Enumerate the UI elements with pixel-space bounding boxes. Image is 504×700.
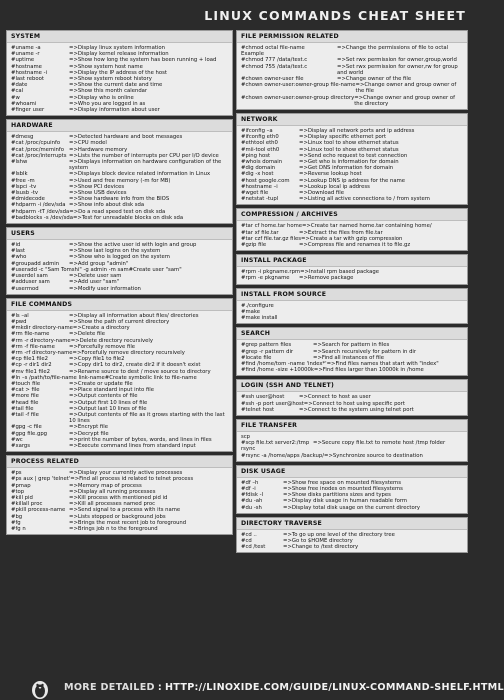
section-heading: USERS <box>7 228 232 240</box>
section-install <box>236 254 468 284</box>
section-heading: INSTALL PACKAGE <box>237 255 467 267</box>
command-text: #ifconfig eth0 <box>241 134 279 141</box>
command-text: #cat /proc/interrupts <box>11 152 67 159</box>
command-list <box>7 43 232 115</box>
command-text: #mv file1 file2 <box>11 368 50 375</box>
command-text: #chown owner-user:owner-group directory <box>241 94 355 101</box>
command-text: #du -ah <box>241 498 263 505</box>
command-description: =>Display your currently active processes <box>69 470 183 477</box>
command-text: #cat /proc/cpuinfo <box>11 140 61 147</box>
section-source <box>236 288 468 325</box>
command-description: =>Displays block device related information in Linux <box>69 171 211 178</box>
command-description: =>Show free inodes on mounted filesystems <box>283 485 403 492</box>
command-text: #adduser sam <box>11 279 50 286</box>
command-text: #rm -rf directory-name <box>11 349 73 356</box>
command-description: =>Get who is information for domain <box>299 159 399 166</box>
command-text: #gpg file.gpg <box>11 430 48 437</box>
section-system <box>6 30 233 116</box>
command-text: #make install <box>241 315 278 322</box>
command-row <box>11 107 228 113</box>
command-text: #ethtool eth0 <box>241 140 278 147</box>
command-text: #free -m <box>11 177 35 184</box>
command-description: =>Find all instances of file <box>313 354 385 361</box>
command-description: =>Download file <box>299 190 344 197</box>
penguin-icon <box>26 677 54 699</box>
command-text: #tail -f file <box>11 411 39 418</box>
command-text: #kill pid <box>11 494 33 501</box>
command-text: #chmod 755 /data/test.c <box>241 63 308 70</box>
command-row <box>241 367 463 373</box>
command-row <box>241 242 463 248</box>
command-description: =>Output contents of file <box>69 393 138 400</box>
command-description: =>Show hardware info from the BIOS <box>69 196 170 203</box>
command-text: #cp -r dir1 dir2 <box>11 362 52 369</box>
section-heading: LOGIN (SSH AND TELNET) <box>237 380 467 392</box>
command-description: =>Delete file <box>69 331 106 338</box>
command-description: =>Detected hardware and boot messages <box>69 134 183 141</box>
command-text: #lsblk <box>11 171 28 178</box>
command-text: #top <box>11 488 25 495</box>
command-description: =>Change owner of the file <box>337 76 412 83</box>
command-text: #date <box>11 82 28 89</box>
command-text: #touch file <box>11 380 41 387</box>
command-description: =>Lookup local ip address <box>299 183 370 190</box>
command-text: #uname -r <box>11 51 40 58</box>
command-text: #gzip file <box>241 242 267 249</box>
command-description: =>Connect to host as user <box>299 394 371 401</box>
command-text: #cal <box>11 88 24 95</box>
command-text: #dig domain <box>241 165 276 172</box>
command-text: #cd /test <box>241 544 266 551</box>
command-description: =>Used and free memory (-m for MB) <box>69 177 171 184</box>
section-disk <box>236 465 468 514</box>
command-text: #rsync -a /home/apps /backup/ <box>241 452 325 459</box>
command-text: #w <box>11 94 20 101</box>
command-text: #host google.com <box>241 177 290 184</box>
command-text: #rm -r directory-name <box>11 337 71 344</box>
command-description: =>Decrypt file <box>69 430 109 437</box>
command-text: #hostname –i <box>241 183 278 190</box>
command-description: =>Extract the files from file.tar <box>299 229 383 236</box>
command-row <box>11 159 228 171</box>
command-list <box>7 468 232 534</box>
footer-url-link[interactable]: HTTP://LINOXIDE.COM/GUIDE/LINUX-COMMAND-SHELF.HTML <box>164 682 504 693</box>
section-login <box>236 379 468 416</box>
command-description: =>Compress file and renames it to file.gz <box>299 242 411 249</box>
command-description: =>Show who is logged on the system <box>69 254 170 261</box>
command-description: =>Forcefully remove directory recursively <box>72 349 185 356</box>
command-description: =>Remove package <box>299 275 354 282</box>
command-text: #tar xf file.tar <box>241 229 279 236</box>
command-row <box>11 443 228 449</box>
command-description: =>Show info about disk sda <box>69 202 145 209</box>
command-description: =>Find all process id related to telnet process <box>70 476 194 483</box>
command-text: #cp file1 file2 <box>11 356 48 363</box>
command-description: =>Delete user sam <box>69 273 122 280</box>
command-text: #fg n <box>11 526 26 532</box>
command-description: =>Copy dir1 to dir2, create dir2 if it doesn't exist <box>69 362 201 369</box>
command-description: =>Modify user information <box>69 285 141 292</box>
command-description: =>Show free space on mounted filesystems <box>283 479 401 486</box>
section-search <box>236 327 468 376</box>
command-text: #ps aux | grep 'telnet' <box>11 476 71 483</box>
command-description: =>Show last logins on the system <box>69 248 161 255</box>
right-column <box>236 30 468 556</box>
command-description: =>Show USB devices <box>69 190 127 197</box>
command-text: Example <box>241 51 264 58</box>
command-text: #chown owner-user file <box>241 76 304 83</box>
command-description: =>Find files names that start with "index" <box>326 360 439 367</box>
command-description: =>Secure copy file.txt to remote host /tmp folder <box>313 440 446 447</box>
command-list <box>237 432 467 461</box>
command-row <box>11 526 228 532</box>
command-description: =>Forcefully remove file <box>69 343 136 350</box>
command-description: =>Create a tar with gzip compression <box>300 235 403 242</box>
command-text: #mkdir directory-name <box>11 325 73 332</box>
command-row <box>241 275 463 281</box>
command-text: #pmap <box>11 482 31 489</box>
command-description: =>Connect to the system using telnet port <box>299 406 414 413</box>
section-heading: FILE TRANSFER <box>237 420 467 432</box>
command-text: #last <box>11 248 25 255</box>
command-text: #ping host <box>241 152 271 159</box>
section-file <box>6 298 233 452</box>
command-text: #cat > file <box>11 387 40 394</box>
page-title: LINUX COMMANDS CHEAT SHEET <box>204 8 466 23</box>
command-description: =>Add group "admin" <box>69 260 129 267</box>
command-description: #Create symbolic link to file-name <box>104 374 197 381</box>
section-heading: DISK USAGE <box>237 466 467 478</box>
command-list <box>237 221 467 250</box>
command-text: #cat /proc/meminfo <box>11 146 65 153</box>
command-text: #fg <box>11 519 21 526</box>
command-description: =>Show the active user id with login and group <box>69 242 197 249</box>
command-description: =>Show system host name <box>69 63 143 70</box>
command-description: =>Go to $HOME directory <box>283 537 353 544</box>
command-description: #Create user "sam" <box>128 266 182 273</box>
command-text: #bg <box>11 513 23 520</box>
command-text: #telnet host <box>241 406 275 413</box>
command-description: =>Search recursively for pattern in dir <box>313 348 417 355</box>
left-column <box>6 30 233 538</box>
command-description: =>Show PCI devices <box>69 183 125 190</box>
command-text: #wc <box>11 436 23 443</box>
command-description: =>Send signal to a process with its name <box>69 507 181 514</box>
command-text: #ls –al <box>11 312 29 319</box>
command-description: =>Kill process with mentioned pid id <box>69 494 168 501</box>
command-text: #df –h <box>241 479 259 486</box>
command-description: =>Brings job n to the foreground <box>69 526 158 532</box>
command-text: #chmod octal file-name <box>241 45 305 51</box>
command-text: #more file <box>11 393 39 400</box>
command-text: #df -i <box>241 485 256 492</box>
command-description: =>Find files larger than 10000k in /home <box>313 367 424 374</box>
command-text: #rm file-name <box>11 331 50 338</box>
command-description: =>print the number of bytes, words, and lines in files <box>69 436 212 443</box>
command-text: #ln –s /path/to/file-name link-name <box>11 374 105 381</box>
command-description: =>Set rwx permission for owner,rw for group and world <box>337 63 460 76</box>
command-text: #head file <box>11 399 39 406</box>
command-description: =>Output first 10 lines of file <box>69 399 148 406</box>
command-text: #killall proc <box>11 501 43 508</box>
section-process <box>6 455 233 535</box>
footer-label: MORE DETAILED <box>64 682 155 693</box>
command-text: #chmod 777 /data/test.c <box>241 57 308 64</box>
command-description: =>Create tar named home.tar containing home/ <box>301 223 432 230</box>
section-hardware <box>6 119 233 224</box>
command-description: =>Display kernel release information <box>69 51 169 58</box>
command-text: #make <box>241 308 260 315</box>
command-description: =>Display all running processes <box>69 488 156 495</box>
section-users <box>6 227 233 295</box>
command-text: #dmesg <box>11 134 34 141</box>
command-description: =>Lists the number of interrupts per CPU per I/O device <box>69 152 219 159</box>
section-perm <box>236 30 468 110</box>
command-description: =>Show this month calendar <box>69 88 148 95</box>
command-text: #cd <box>241 537 252 544</box>
command-row <box>241 196 463 202</box>
command-description: =>Lists stopped or background jobs <box>69 513 166 520</box>
command-description: =>CPU model <box>69 140 107 147</box>
command-row <box>241 82 463 94</box>
command-description: =>Hardware memory <box>69 146 128 153</box>
command-text: #hostname <box>11 63 42 70</box>
command-description: =>Display information about user <box>69 107 160 114</box>
command-row <box>11 412 228 424</box>
command-text: #grep -r pattern dir <box>241 348 294 355</box>
command-text: #ssh user@host <box>241 394 285 401</box>
command-description: =>Show disks partitions sizes and types <box>283 492 391 499</box>
command-description: =>Show the current date and time <box>69 82 163 89</box>
command-text: #lsusb -tv <box>11 190 38 197</box>
command-list <box>237 267 467 283</box>
command-row <box>11 286 228 292</box>
command-description: =>Create a directory <box>72 325 130 332</box>
command-description: =>Show the path of current directory <box>69 318 170 325</box>
command-text: #tar czf file.tar.gz files <box>241 235 301 242</box>
command-description: =>Display all network ports and ip address <box>299 128 415 135</box>
command-text: #cd .. <box>241 531 257 538</box>
command-description: =>Test for unreadable blocks on disk sda <box>72 214 184 221</box>
command-description: =>Kill all processes named proc <box>69 501 156 508</box>
command-description: =>Lookup DNS ip address for the name <box>299 177 405 184</box>
command-description: =>Display all information about files/ directories <box>69 312 199 319</box>
command-text: #finger user <box>11 107 45 114</box>
command-text: #tail file <box>11 405 34 412</box>
command-text: #locate file <box>241 354 272 361</box>
command-text: #tar cf home.tar home <box>241 223 302 230</box>
command-text: #usermod <box>11 285 39 292</box>
footer-bar <box>0 674 504 700</box>
command-row <box>241 505 463 511</box>
command-description: =>Output contents of file as it grows starting with the last 10 lines <box>69 411 227 425</box>
command-description: =>Encrypt file <box>69 424 108 431</box>
command-description <box>352 315 463 321</box>
command-list <box>237 301 467 324</box>
command-row <box>241 453 463 459</box>
command-text: #fdisk -l <box>241 492 264 499</box>
command-description: =>Linux tool to show ethernet status <box>299 140 399 147</box>
command-text: #uname -a <box>11 45 41 51</box>
command-text: #uptime <box>11 57 35 64</box>
command-description: =>Change to /test directory <box>283 544 359 551</box>
command-text: #id <box>11 242 21 249</box>
command-text: #xargs <box>11 442 31 449</box>
command-list <box>237 340 467 375</box>
section-heading: DIRECTORY TRAVERSE <box>237 518 467 530</box>
command-row <box>241 95 463 107</box>
section-heading: HARDWARE <box>7 120 232 132</box>
command-text: #find /home -size +10000k <box>241 367 314 374</box>
section-dir <box>236 517 468 554</box>
command-description: =>Reverse lookup host <box>299 171 362 178</box>
command-description: =>Change owner and group owner of the directory <box>354 94 457 107</box>
command-description: =>Display disk usage in human readable form <box>283 498 408 505</box>
command-text: #userdel sam <box>11 273 48 280</box>
command-description: =>Show system reboot history <box>69 76 152 83</box>
command-row <box>241 544 463 550</box>
section-heading: FILE PERMISSION RELATED <box>237 31 467 43</box>
section-transfer <box>236 419 468 462</box>
section-heading: PROCESS RELATED <box>7 456 232 468</box>
command-text: #dig -x host <box>241 171 274 178</box>
command-text: #ssh -p port user@host <box>241 400 304 407</box>
command-description: =>Copy file1 to file2 <box>69 356 125 363</box>
command-text: #scp file.txt server2:/tmp <box>241 440 310 447</box>
command-text: #hdparm -i /dev/sda <box>11 202 66 209</box>
section-heading: SYSTEM <box>7 31 232 43</box>
command-text: #hdparm -tT /dev/sda <box>11 208 70 215</box>
command-text: #grep pattern files <box>241 342 292 349</box>
command-description: =>Display linux system information <box>69 45 165 51</box>
command-text: #./configure <box>241 302 274 309</box>
command-list <box>7 240 232 294</box>
command-text: #rpm -e pkgname <box>241 275 290 282</box>
command-description: =>Memory map of process <box>69 482 142 489</box>
command-description: =>Display the IP address of the host <box>69 69 167 76</box>
command-description: =>Listing all active connections to / from system <box>299 196 430 203</box>
command-text: #du -sh <box>241 504 262 511</box>
command-text: #last reboot <box>11 76 44 83</box>
command-list <box>7 132 232 223</box>
section-heading: FILE COMMANDS <box>7 299 232 311</box>
command-description: =>Connect to host using specific port <box>303 400 405 407</box>
command-list <box>237 478 467 513</box>
command-description: =>Who you are logged in as <box>69 100 146 107</box>
command-description: =>Rename source to dest / move source to directory <box>69 368 211 375</box>
footer-separator: : <box>157 682 162 693</box>
command-list <box>237 530 467 553</box>
command-row <box>11 215 228 221</box>
command-description: =>Set rwx permission for owner,group,world <box>337 57 457 64</box>
command-text: #rpm -i pkgname.rpm <box>241 269 301 276</box>
command-text: #dmidecode <box>11 196 45 203</box>
command-list <box>237 43 467 109</box>
command-description: =>Install rpm based package <box>300 269 380 276</box>
command-text: #mii-tool eth0 <box>241 146 280 153</box>
command-description: =>Change the permissions of file to octal <box>337 45 449 51</box>
command-description: =>Linux tool to show ethernet status <box>299 146 399 153</box>
command-text: #lspci -tv <box>11 183 37 190</box>
command-description: =>Display specific ethernet port <box>299 134 387 141</box>
command-text: #lshw <box>11 159 28 166</box>
command-description: =>Search for pattern in files <box>313 342 390 349</box>
command-text: #gpg -c file <box>11 424 42 431</box>
command-description: =>Output last 10 lines of file <box>69 405 147 412</box>
section-heading: COMPRESSION / ARCHIVES <box>237 209 467 221</box>
command-description: =>Send echo request to test connection <box>299 152 408 159</box>
command-text: #ifconfig –a <box>241 128 273 135</box>
command-text: #netstat -tupl <box>241 196 279 203</box>
command-list <box>7 311 232 451</box>
command-text: #whoami <box>11 100 37 107</box>
section-heading: INSTALL FROM SOURCE <box>237 289 467 301</box>
command-text: #wget file <box>241 190 269 197</box>
command-description: =>Show how long the system has been running + load <box>69 57 217 64</box>
command-text: #rm -f file-name <box>11 343 55 350</box>
command-description: =>Brings the most recent job to foreground <box>69 519 187 526</box>
command-description: =>Display who is online <box>69 94 134 101</box>
section-compress <box>236 208 468 251</box>
command-description: =>Displays information on hardware configuration of the system <box>69 159 224 172</box>
command-text: #ps <box>11 470 22 477</box>
command-list <box>237 392 467 415</box>
command-text: #chown owner-user:owner-group file-name <box>241 82 356 89</box>
command-description: =>Synchronize source to destination <box>324 452 423 459</box>
command-text: #useradd -c "Sam Tomshi" -g admin -m sam <box>11 266 129 273</box>
command-description: =>Do a read speed test on disk sda <box>69 208 166 215</box>
command-description: =>Place standard input into file <box>69 387 155 394</box>
command-description: =>Execute command lines from standard input <box>69 442 196 449</box>
command-text: #hostname -i <box>11 69 47 76</box>
command-text: #who <box>11 254 27 261</box>
command-text: #badblocks -s /dev/sda <box>11 214 73 221</box>
command-description: =>To go up one level of the directory tree <box>283 531 395 538</box>
command-description: =>Add user "sam" <box>69 279 120 286</box>
command-description: =>Create or update file <box>69 380 133 387</box>
section-heading: NETWORK <box>237 114 467 126</box>
command-text: rsync <box>241 446 256 453</box>
command-text: #pwd <box>11 318 27 325</box>
command-row <box>241 64 463 76</box>
command-description: =>Change owner and group owner of the file <box>355 82 458 95</box>
command-row <box>241 315 463 321</box>
command-description: =>Display total disk usage on the current directory <box>283 504 421 511</box>
command-row <box>241 407 463 413</box>
command-description: =>Get DNS information for domain <box>299 165 394 172</box>
command-text: #whois domain <box>241 159 283 166</box>
command-text: #find /home/tom -name 'index*' <box>241 360 327 367</box>
command-text: scp <box>241 433 251 440</box>
section-heading: SEARCH <box>237 328 467 340</box>
command-text: #groupadd admin <box>11 260 60 267</box>
command-text: #pkill process-name <box>11 507 66 514</box>
section-network <box>236 113 468 205</box>
command-description: =>Delete directory recursively <box>70 337 154 344</box>
command-list <box>237 126 467 204</box>
